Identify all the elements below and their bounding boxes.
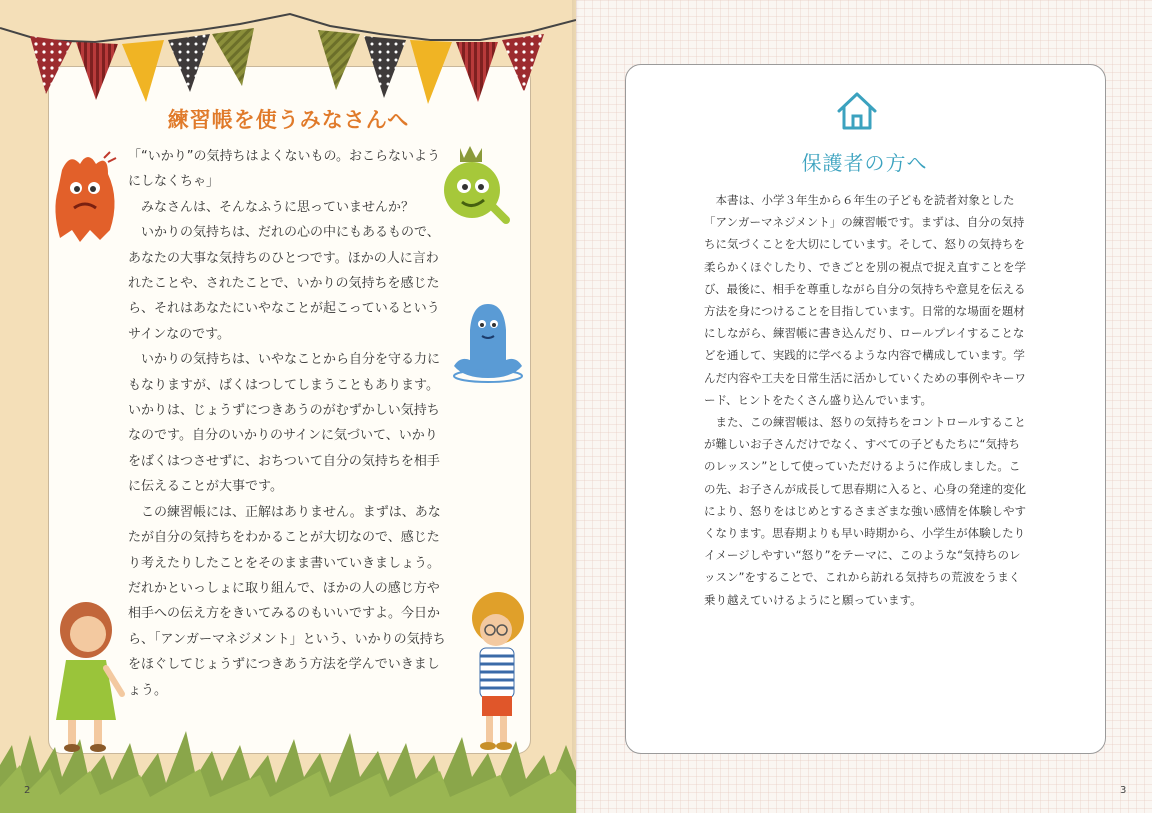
flag (122, 40, 164, 102)
left-body-text (128, 144, 450, 703)
blue-ghost-monster-illustration (452, 300, 526, 384)
orange-anger-monster-illustration (50, 150, 122, 245)
flag (364, 36, 406, 98)
flag (30, 36, 72, 94)
girl-in-green-dress-illustration (36, 600, 128, 756)
page-number-left: 2 (24, 785, 31, 796)
page-number-right: 3 (1120, 785, 1127, 796)
flag (76, 42, 118, 100)
boy-in-striped-shirt-illustration (462, 590, 532, 758)
paragraph: いかりの気持ちは、いやなことから自分を守る力にもなりますが、ばくはつしてしまうこともあります。いかりは、じょうずにつきあうのがむずかしい気持ちなのです。自分のいかりのサインに気づいて、いかりをばくはつさせずに、おちついて自分の気持ちを相手に伝えることが大事です。 (128, 352, 441, 495)
flag (456, 42, 498, 102)
right-body-text (704, 189, 1030, 611)
house-icon (835, 90, 879, 132)
paragraph: 本書は、小学３年生から６年生の子どもを読者対象とした「アンガーマネジメント」の練習帳です。まずは、自分の気持ちに気づくことを大切にしています。そして、怒りの気持ちを柔らかくほぐしたり、できごとを別の視点で捉え直すことを学び、最後に、相手を尊重しながら自分の気持ちや意見を伝える方法を身につけることを目指しています。日常的な場面を題材にしながら、練習帳に書き込んだり、ロールプレイすることなどを通して、実践的に学べるような内容で構成しています。学んだ内容や工夫を日常生活に活かしていくための事例やキーワード、ヒントをたくさん盛り込んでいます。 (704, 193, 1026, 407)
flag (502, 34, 544, 92)
paragraph: みなさんは、そんなふうに思っていませんか？ (141, 199, 415, 215)
book-spine (572, 0, 580, 813)
flag (168, 34, 210, 92)
right-page-title: 保護者の方へ (801, 151, 928, 175)
left-page-title: 練習帳を使うみなさんへ (167, 108, 410, 132)
paragraph: また、この練習帳は、怒りの気持ちをコントロールすることが難しいお子さんだけでなく、すべての子どもたちに“気持ちのレッスン”として使っていただけるように作成しました。この先、お子さんが成長して思春期に入ると、心身の発達的変化により、怒りをはじめとするさまざまな強い感情を体験しやすくなります。思春期よりも早い時期から、小学生が体験したりイメージしやすい“怒り”をテーマに、このような“気持ちのレッスン”をすることで、これから訪れる気持ちの荒波をうまく乗り越えていけるようにと願っています。 (704, 415, 1026, 607)
paragraph: 「“いかり”の気持ちはよくないもの。おこらないようにしなくちゃ」 (128, 149, 440, 190)
bunting-decoration (0, 0, 576, 110)
flag (318, 30, 360, 90)
flag (410, 40, 452, 104)
paragraph: この練習帳には、正解はありません。まずは、あなたが自分の気持ちをわかることが大切なので、感じたり考えたりしたことをそのまま書いていきましょう。だれかといっしょに取り組んで、ほかの人の感じ方や相手への伝え方をきいてみるのもいいですよ。今日から、「アンガーマネジメント」という、いかりの気持ちをほぐしてじょうずにつきあう方法を学んでいきましょう。 (128, 504, 446, 698)
green-crowned-monster-illustration (434, 144, 510, 234)
paragraph: いかりの気持ちは、だれの心の中にもあるもので、あなたの大事な気持ちのひとつです。ほかの人に言われたことや、されたことで、いかりの気持ちを感じたら、それはあなたにいやなことが起こっているというサインなのです。 (128, 225, 440, 342)
flag (212, 28, 254, 86)
